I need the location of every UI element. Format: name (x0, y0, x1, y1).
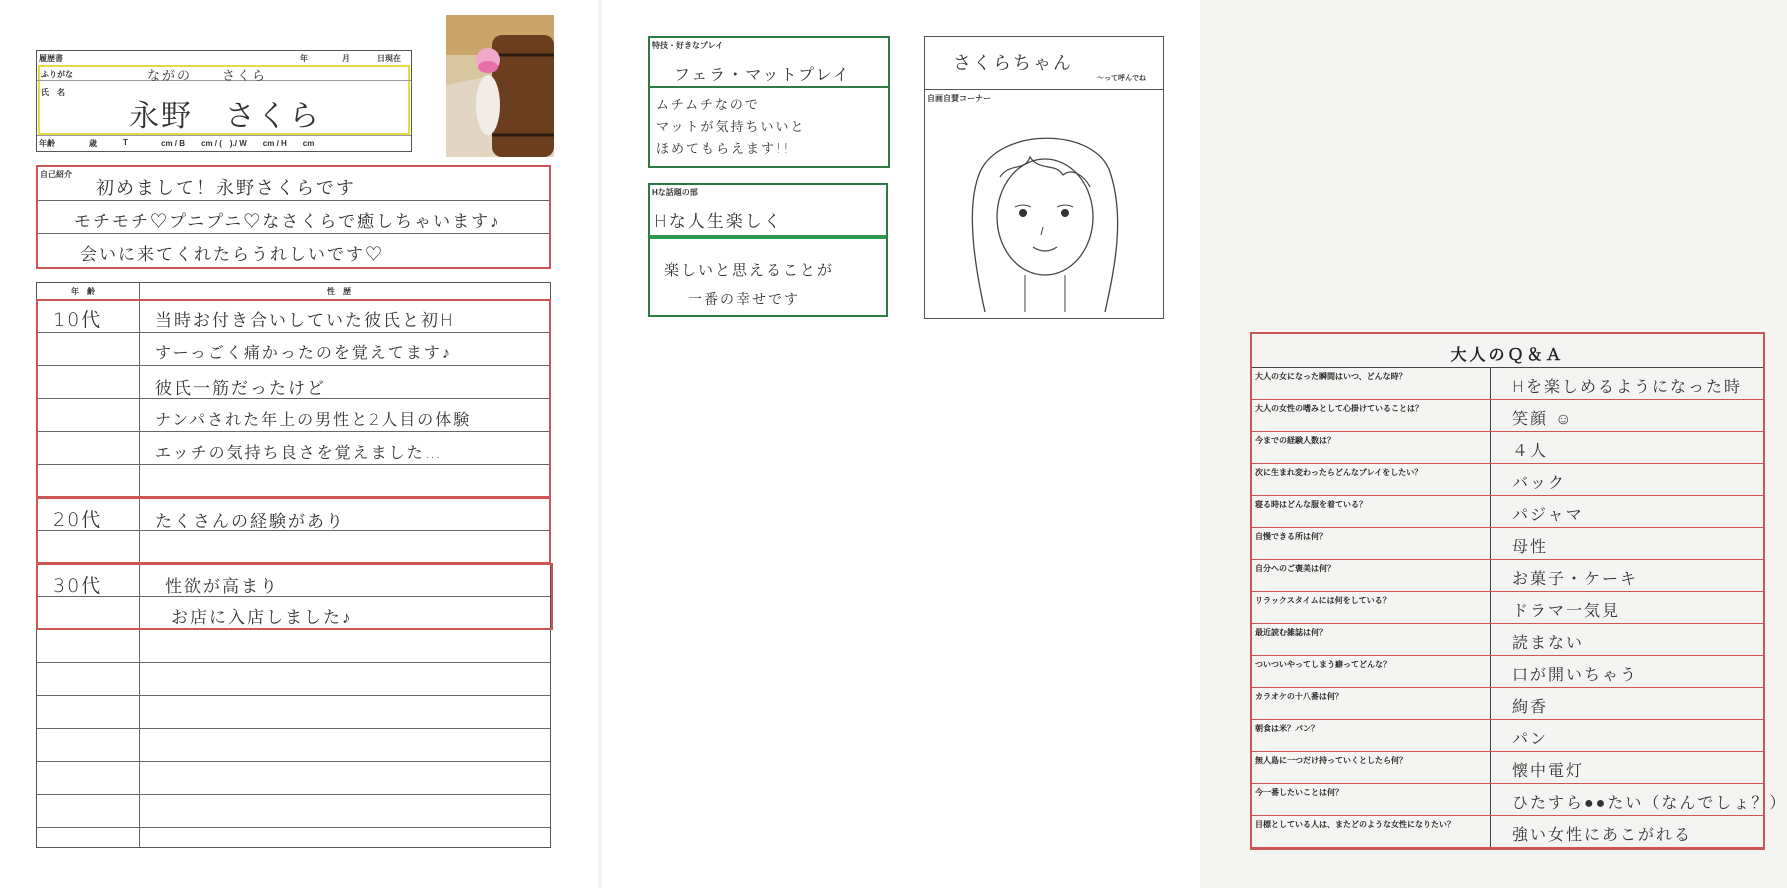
history-table (36, 282, 551, 848)
history-text-4: ナンパされた年上の男性と2人目の体験 (155, 410, 472, 429)
qa-row (1252, 784, 1787, 816)
intro-label: 自己紹介 (40, 170, 72, 179)
qa-answer: 口が開いちゃう (1512, 665, 1639, 684)
nickname-value: さくらちゃん (953, 53, 1073, 74)
name-value: 永野 さくら (129, 99, 321, 134)
h-section-label: Hな話題の部 (652, 188, 698, 197)
qa-answer: 懐中電灯 (1512, 761, 1585, 780)
rireki-label: 履歴書 (39, 54, 63, 63)
tokui-label: 特技・好きなプレイ (652, 41, 724, 50)
history-text-2: すーっごく痛かったのを覚えてます♪ (155, 343, 452, 362)
history-text-3: 彼氏一筋だったけど (155, 379, 326, 399)
qa-row (1252, 432, 1763, 464)
qa-row (1252, 560, 1763, 592)
qa-question: 今までの経験人数は？ (1255, 436, 1335, 445)
name-label: 氏 名 (41, 88, 65, 97)
right-page (602, 0, 1787, 888)
qa-question: カラオケの十八番は何？ (1255, 692, 1343, 701)
qa-answer: ひたすら●●たい（なんでしょ？） (1512, 793, 1787, 812)
qa-question: 無人島に一つだけ持っていくとしたら何？ (1255, 756, 1407, 765)
history-text-7: 性欲が高まり (165, 577, 279, 597)
qa-answer: パン (1512, 729, 1549, 748)
age-label: 年齢 (39, 139, 55, 148)
qa-question: 次に生まれ変わったらどんなプレイをしたい？ (1255, 468, 1423, 477)
date-year: 年 (300, 54, 308, 63)
age-unit: 歳 (89, 139, 97, 148)
qa-answer: 強い女性にあこがれる (1512, 825, 1693, 844)
qa-answer: 絢香 (1512, 697, 1549, 716)
history-text-5: エッチの気持ち良さを覚えました… (155, 443, 443, 462)
qa-title: 大人のＱ＆Ａ (1450, 347, 1565, 364)
date-day: 日現在 (377, 54, 401, 63)
qa-row (1252, 688, 1763, 720)
qa-answer: 笑顔 ☺ (1512, 409, 1574, 428)
date-month: 月 (342, 54, 350, 63)
furigana-value: ながの さくら (147, 69, 268, 84)
qa-row (1252, 528, 1763, 560)
tokui-title: フェラ・マットプレイ (674, 65, 851, 84)
qa-question: 寝る時はどんな服を着ている？ (1255, 500, 1367, 509)
qa-question: 自分へのご褒美は何？ (1255, 564, 1335, 573)
h-section-title: Hな人生楽しく (654, 212, 783, 232)
history-text-8: お店に入店しました♪ (171, 608, 353, 628)
qa-answer: Hを楽しめるようになった時 (1512, 377, 1743, 396)
qa-row (1252, 496, 1763, 528)
history-text-6: たくさんの経験があり (155, 512, 345, 532)
portrait-label: 自画自賛コーナー (927, 94, 991, 103)
qa-answer: ４人 (1512, 441, 1549, 460)
intro-line-2: モチモチ♡プニプニ♡なさくらで癒しちゃいます♪ (74, 212, 501, 232)
history-text-1: 当時お付き合いしていた彼氏と初H (155, 311, 455, 331)
qa-row (1252, 656, 1763, 688)
qa-row (1252, 816, 1763, 848)
nickname-box (924, 36, 1164, 319)
qa-question: 自慢できる所は何？ (1255, 532, 1327, 541)
intro-line-1: 初めまして！永野さくらです (96, 178, 356, 199)
qa-answer: お菓子・ケーキ (1512, 569, 1639, 588)
self-portrait-drawing (955, 117, 1135, 312)
tokui-box (648, 36, 890, 168)
qa-row (1252, 464, 1763, 496)
height-label: T (123, 138, 128, 147)
left-page (0, 0, 598, 888)
tokui-line-3: ほめてもらえます!! (656, 142, 791, 157)
qa-row (1252, 624, 1763, 656)
qa-question: 大人の女になった瞬間はいつ、どんな時？ (1255, 372, 1407, 381)
size-row: cm / B cm / ( )./ W cm / H cm (161, 139, 315, 148)
history-age-2: 20代 (53, 509, 103, 531)
qa-row (1252, 720, 1763, 752)
h-section-box (648, 183, 888, 317)
profile-header (36, 50, 412, 152)
qa-question: 最近読む雑誌は何？ (1255, 628, 1327, 637)
history-age-1: 10代 (53, 309, 103, 331)
qa-row (1252, 752, 1763, 784)
self-intro (36, 165, 551, 269)
tokui-line-2: マットが気持ちいいと (656, 120, 806, 135)
profile-photo (446, 15, 554, 157)
qa-row (1252, 592, 1763, 624)
qa-question: 今一番したいことは何？ (1255, 788, 1343, 797)
col-detail: 性 歴 (327, 287, 351, 296)
qa-answer: 読まない (1512, 633, 1585, 652)
qa-answer: バック (1512, 473, 1567, 492)
h-section-line-2: 一番の幸せです (688, 292, 800, 308)
tokui-line-1: ムチムチなので (656, 98, 760, 113)
qa-table (1250, 332, 1787, 850)
qa-answer: ドラマ一気見 (1512, 601, 1621, 620)
furigana-label: ふりがな (41, 70, 73, 79)
intro-line-3: 会いに来てくれたらうれしいです♡ (80, 245, 384, 265)
qa-question: 大人の女性の嗜みとして心掛けていることは？ (1255, 404, 1423, 413)
qa-question: 目標としている人は、またどのような女性になりたい？ (1255, 820, 1455, 829)
h-section-line-1: 楽しいと思えることが (664, 261, 835, 279)
qa-row (1252, 400, 1763, 432)
qa-row (1252, 368, 1763, 400)
qa-answer: パジャマ (1512, 505, 1584, 524)
qa-answer: 母性 (1512, 537, 1549, 556)
qa-question: 朝食は米？パン？ (1255, 724, 1319, 733)
history-age-3: 30代 (53, 575, 103, 597)
nickname-suffix: ～って呼んでね (1097, 75, 1146, 82)
qa-question: ついついやってしまう癖ってどんな？ (1255, 660, 1391, 669)
col-age: 年 齢 (71, 287, 95, 296)
qa-question: リラックスタイムには何をしている？ (1255, 596, 1391, 605)
